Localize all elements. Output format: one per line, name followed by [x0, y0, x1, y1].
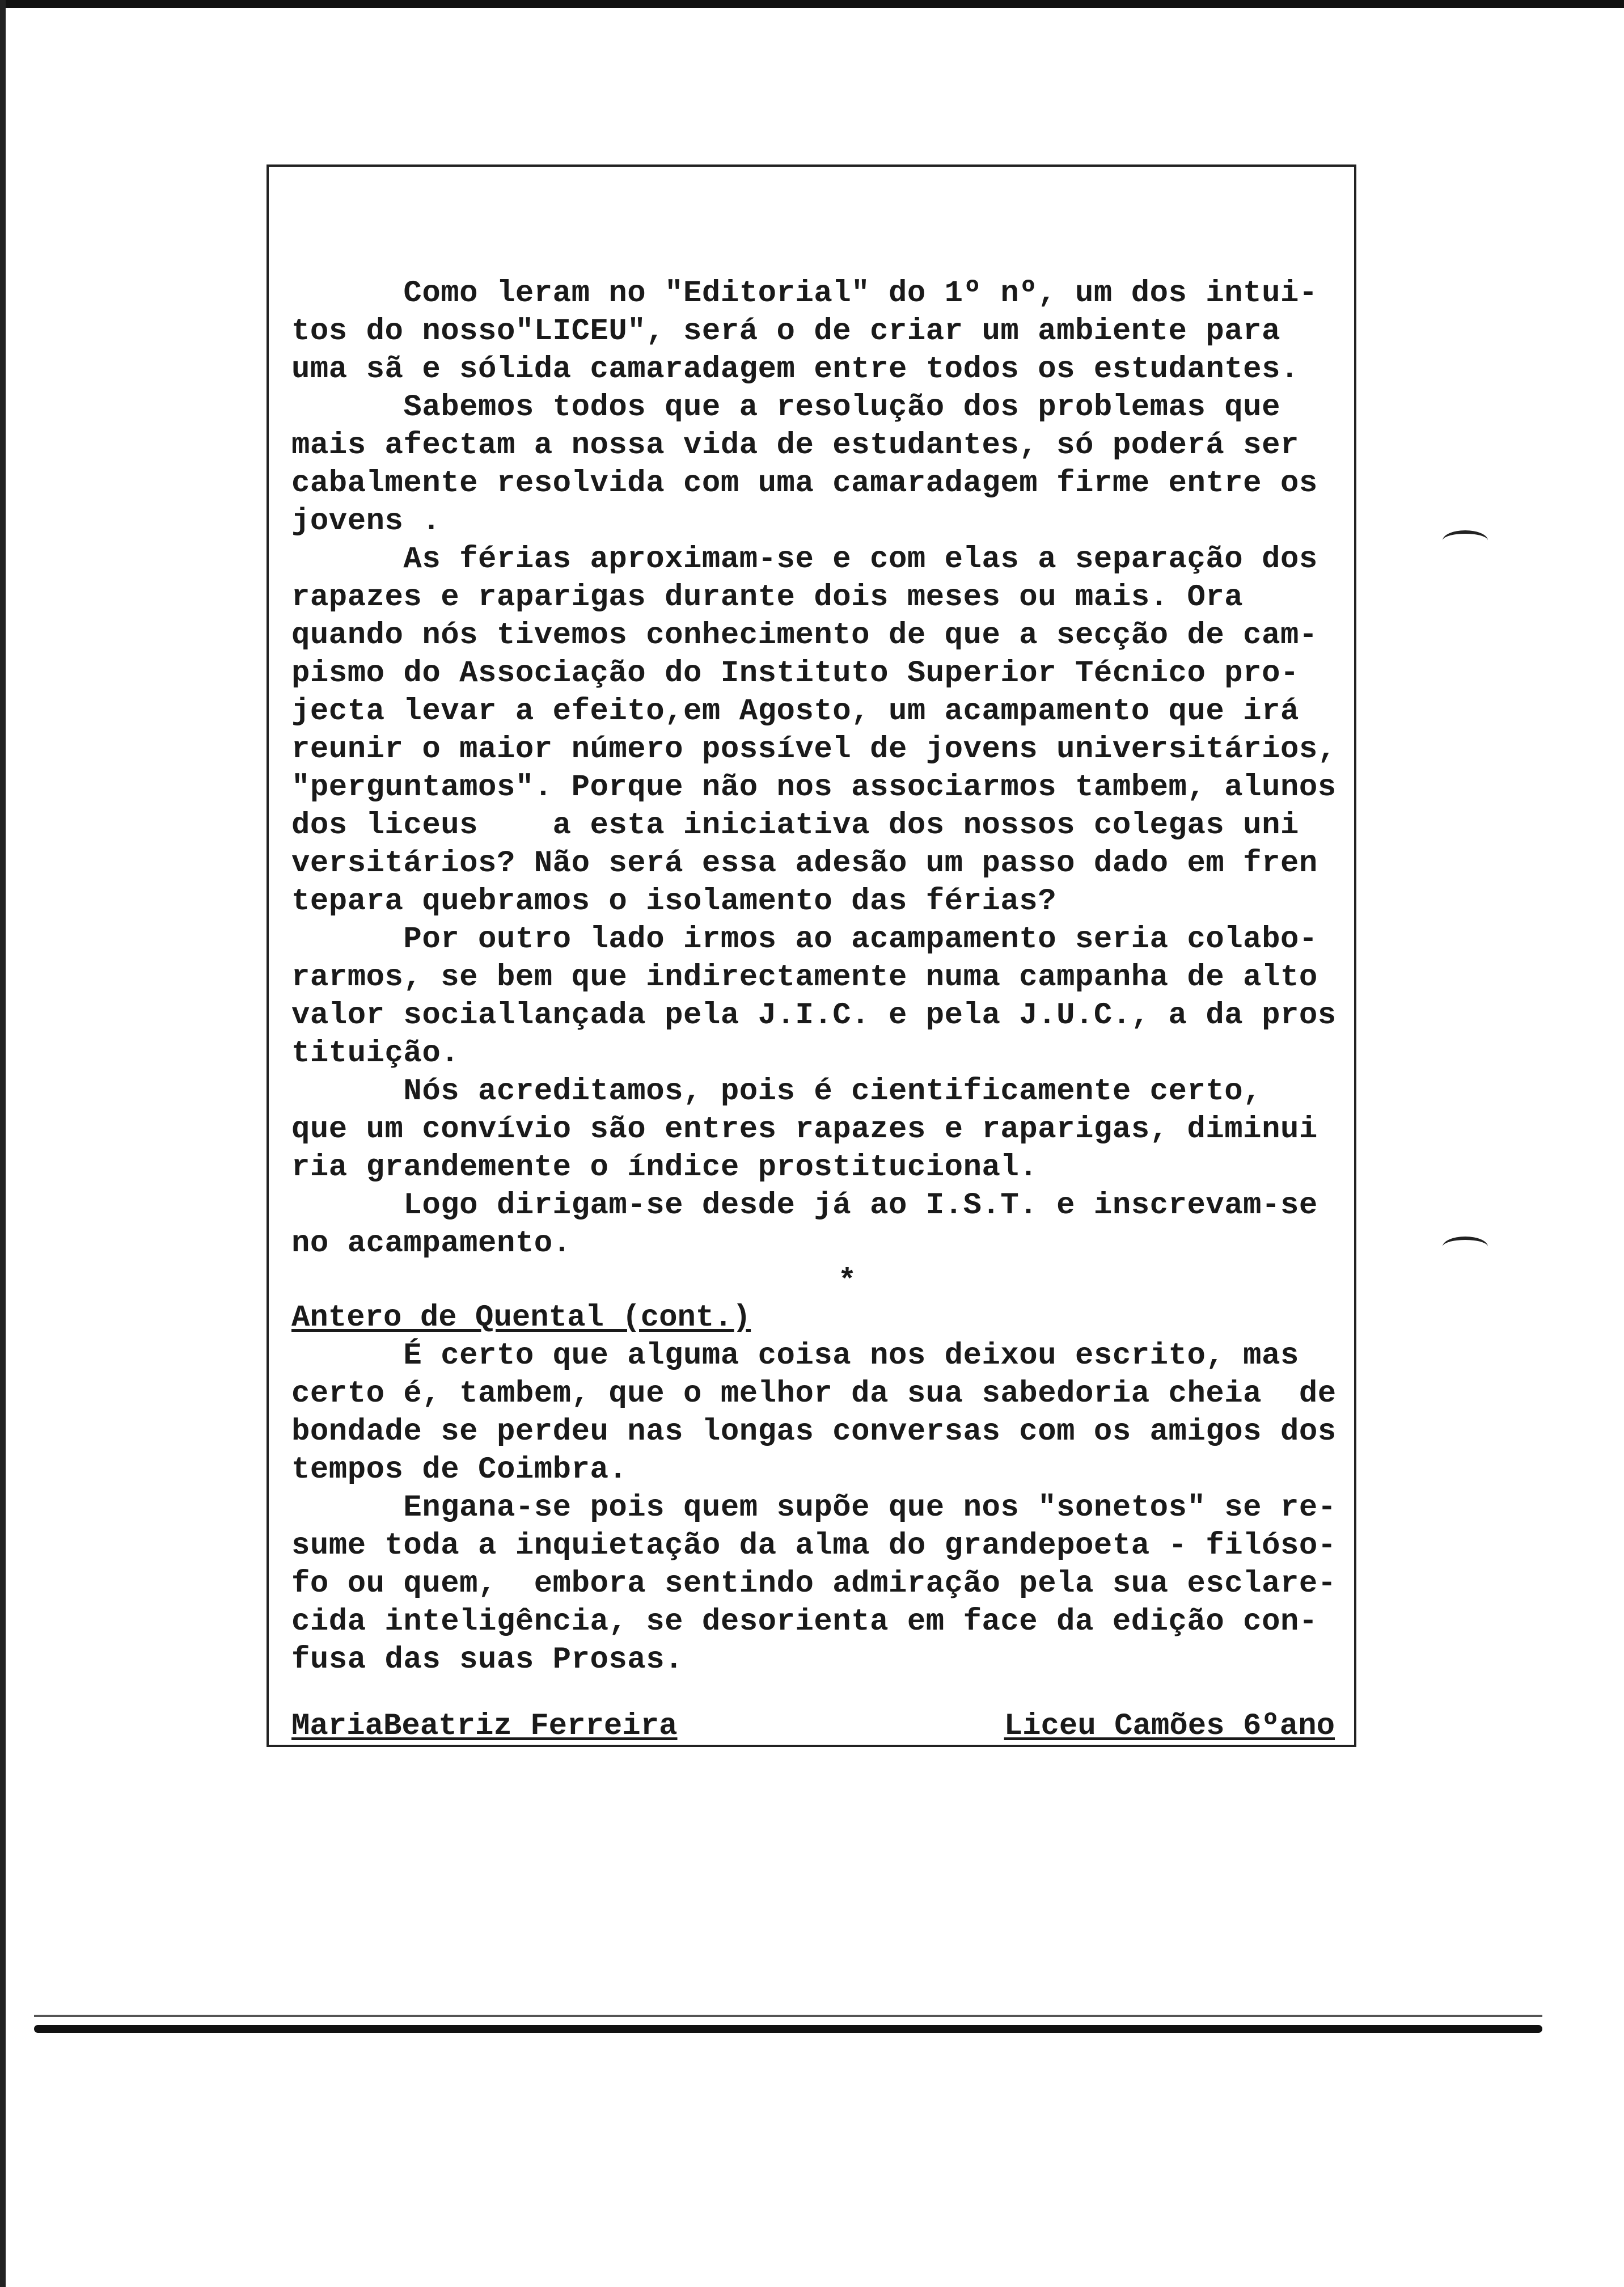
signature-row — [291, 1707, 1335, 1747]
article-paragraph: Logo dirigam-se desde já ao I.S.T. e inscrevam-se no acampamento. — [291, 1188, 1318, 1261]
article-paragraph: Por outro lado irmos ao acampamento seria colabo- rarmos, se bem que indirectamente numa campanha de alto valor sociallançada pela J.I.C. e pela J.U.C., a da pros tituição. — [291, 922, 1337, 1071]
punch-hole-mark — [1443, 1237, 1488, 1257]
article-paragraph: Como leram no "Editorial" do 1º nº, um dos intui- tos do nosso"LICEU", será o de criar um ambiente para uma sã e sólida camaradagem entre todos os estudantes. — [291, 276, 1318, 387]
scan-left-edge — [0, 0, 6, 2287]
section-paragraph: É certo que alguma coisa nos deixou escrito, mas certo é, tambem, que o melhor da sua sabedoria cheia de bondade se perdeu nas longas conversas com os amigos dos tempos de Coimbra. — [291, 1339, 1337, 1487]
scan-top-edge — [0, 0, 1624, 8]
document-frame — [267, 164, 1356, 1747]
school-name: Liceu Camões 6ºano — [1004, 1709, 1335, 1744]
punch-hole-mark — [1443, 530, 1488, 551]
section-separator: * — [838, 1264, 857, 1299]
article-paragraph: As férias aproximam-se e com elas a separação dos rapazes e raparigas durante dois meses ou mais. Ora quando nós tivemos conhecimento de que a secção de cam- pismo do Associação do Instituto Superior Técnico pro- jecta levar a efeito,em Agosto, um acampamento que irá reunir o maior número possível de jovens universitários, "perguntamos". Porque não nos associarmos tambem, alunos dos liceus a esta iniciativa dos nossos colegas uni versitários? Não será essa adesão um passo dado em fren tepara quebramos o isolamento das férias? — [291, 542, 1337, 919]
article-paragraph: Nós acreditamos, pois é cientificamente certo, que um convívio são entres rapazes e raparigas, diminui ria grandemente o índice prostitucional. — [291, 1074, 1318, 1185]
section-paragraph: Engana-se pois quem supõe que nos "sonetos" se re- sume toda a inquietação da alma do grandepoeta - filóso- fo ou quem, embora sentindo admiração pela sua esclare- cida inteligência, se desorienta em face da edição con- fusa das suas Prosas. — [291, 1491, 1337, 1677]
article-paragraph: Sabemos todos que a resolução dos problemas que mais afectam a nossa vida de estudantes, só poderá ser cabalmente resolvida com uma camaradagem firme entre os jovens . — [291, 390, 1318, 539]
section-title: Antero de Quental (cont.) — [291, 1301, 751, 1335]
document-content — [291, 275, 1335, 1747]
scan-bottom-edge — [34, 2025, 1542, 2033]
author-name: MariaBeatriz Ferreira — [291, 1709, 678, 1744]
scan-bottom-shadow — [34, 2015, 1542, 2017]
